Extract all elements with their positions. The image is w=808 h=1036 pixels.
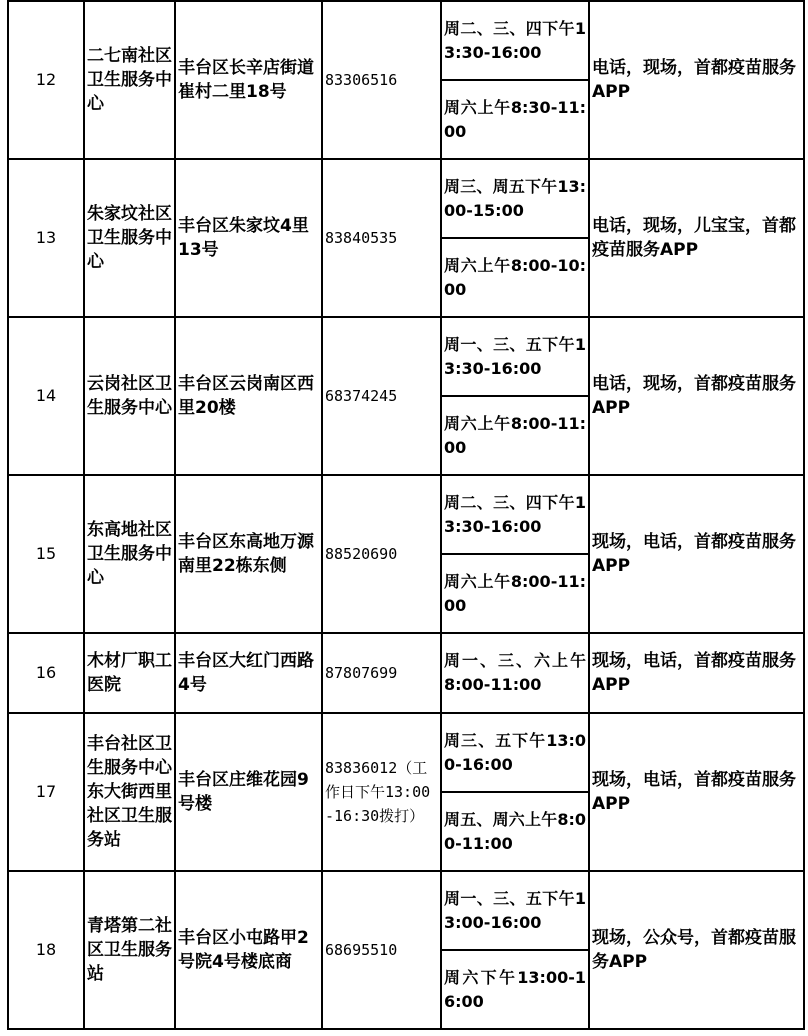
site-phone: 83840535 [322,159,441,317]
schedule-slot: 周六下午13:00-16:00 [441,950,589,1029]
booking-methods: 现场，电话，首都疫苗服务APP [589,633,804,713]
booking-methods: 电话，现场，儿宝宝，首都疫苗服务APP [589,159,804,317]
site-phone: 87807699 [322,633,441,713]
booking-methods: 现场，电话，首都疫苗服务APP [589,475,804,633]
schedule-slot: 周六上午8:00-11:00 [441,554,589,633]
schedule-slot: 周一、三、五下午13:30-16:00 [441,317,589,396]
site-name: 木材厂职工医院 [84,633,175,713]
booking-methods: 现场，电话，首都疫苗服务APP [589,713,804,871]
site-address: 丰台区小屯路甲2号院4号楼底商 [175,871,322,1029]
schedule-slot: 周一、三、五下午13:00-16:00 [441,871,589,950]
site-name: 二七南社区卫生服务中心 [84,1,175,159]
site-address: 丰台区大红门西路4号 [175,633,322,713]
row-number: 12 [8,1,84,159]
table-row [8,317,804,396]
site-name: 青塔第二社区卫生服务站 [84,871,175,1029]
schedule-slot: 周三、周五下午13:00-15:00 [441,159,589,238]
table-row [8,713,804,792]
schedule-slot: 周六上午8:30-11:00 [441,80,589,159]
site-address: 丰台区东高地万源南里22栋东侧 [175,475,322,633]
schedule-slot: 周二、三、四下午13:30-16:00 [441,1,589,80]
booking-methods: 电话，现场，首都疫苗服务APP [589,1,804,159]
site-name: 云岗社区卫生服务中心 [84,317,175,475]
row-number: 18 [8,871,84,1029]
site-phone: 68695510 [322,871,441,1029]
row-number: 13 [8,159,84,317]
site-phone: 83836012（工作日下午13:00-16:30拨打） [322,713,441,871]
table-row [8,1,804,80]
schedule-slot: 周五、周六上午8:00-11:00 [441,792,589,871]
row-number: 17 [8,713,84,871]
schedule-slot: 周二、三、四下午13:30-16:00 [441,475,589,554]
row-number: 16 [8,633,84,713]
booking-methods: 现场，公众号，首都疫苗服务APP [589,871,804,1029]
vaccination-site-table [7,0,805,1030]
schedule-slot: 周六上午8:00-10:00 [441,238,589,317]
table-row [8,159,804,238]
site-address: 丰台区朱家坟4里13号 [175,159,322,317]
site-name: 丰台社区卫生服务中心东大街西里社区卫生服务站 [84,713,175,871]
schedule-slot: 周六上午8:00-11:00 [441,396,589,475]
row-number: 14 [8,317,84,475]
site-address: 丰台区庄维花园9号楼 [175,713,322,871]
site-phone: 88520690 [322,475,441,633]
table-row [8,871,804,950]
site-address: 丰台区长辛店街道崔村二里18号 [175,1,322,159]
table-row [8,633,804,713]
site-address: 丰台区云岗南区西里20楼 [175,317,322,475]
site-name: 朱家坟社区卫生服务中心 [84,159,175,317]
schedule-slot: 周一、三、六上午8:00-11:00 [441,633,589,713]
row-number: 15 [8,475,84,633]
booking-methods: 电话，现场，首都疫苗服务APP [589,317,804,475]
site-phone: 83306516 [322,1,441,159]
site-phone: 68374245 [322,317,441,475]
table-row [8,475,804,554]
site-name: 东高地社区卫生服务中心 [84,475,175,633]
schedule-slot: 周三、五下午13:00-16:00 [441,713,589,792]
